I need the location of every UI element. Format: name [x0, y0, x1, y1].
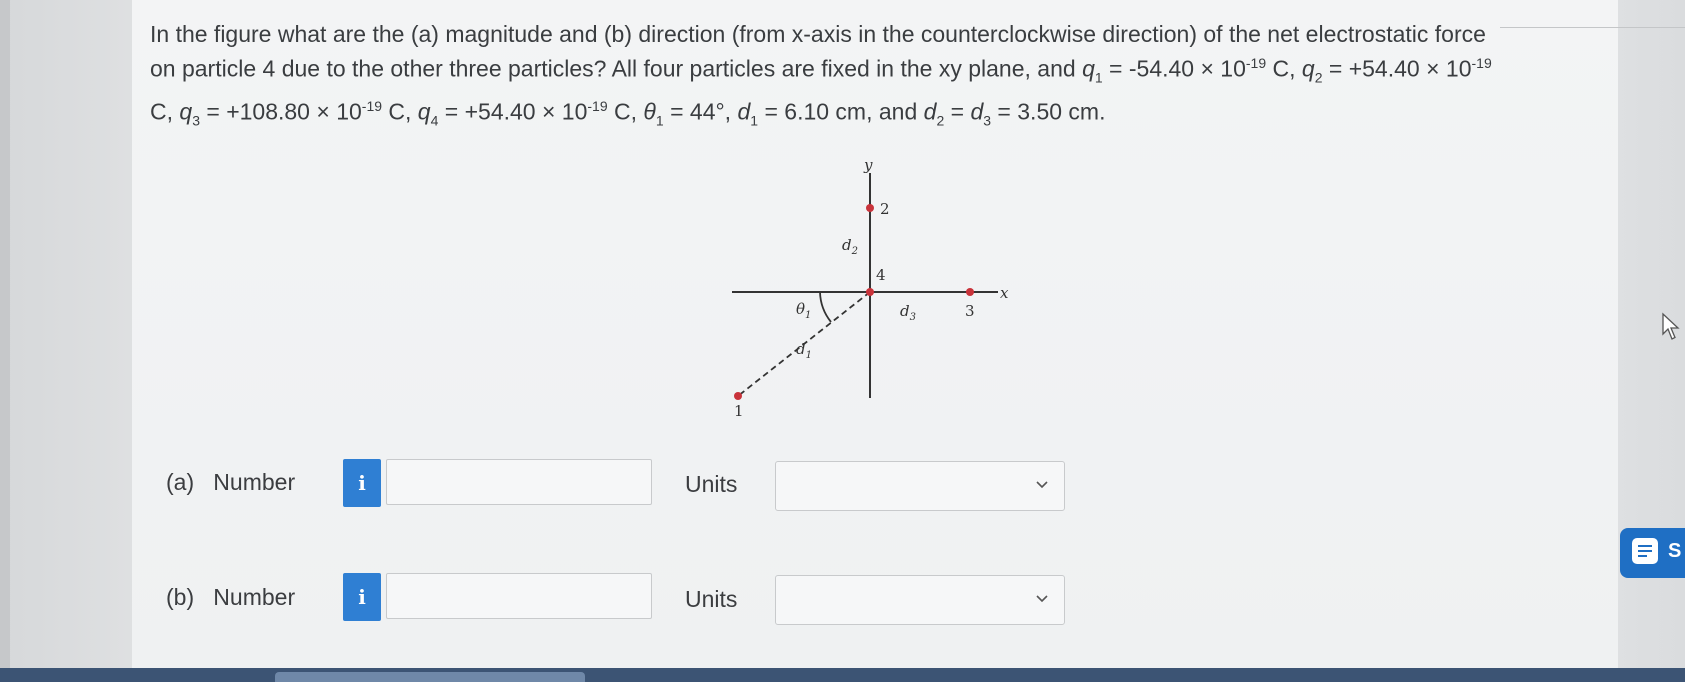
theta-value: = 44°, [663, 98, 738, 125]
particle-1 [734, 392, 742, 400]
d1-label-sub: 1 [805, 350, 812, 361]
info-icon[interactable] [343, 459, 381, 507]
theta-sub: 1 [655, 112, 664, 129]
info-icon[interactable] [343, 573, 381, 621]
d1-label-text: d [796, 340, 806, 358]
d2-label-text: d [842, 236, 852, 254]
particle-diagram [720, 158, 1020, 418]
theta-label-sub: 1 [805, 310, 812, 321]
d1-symbol: d [737, 98, 751, 125]
part-a-label [166, 469, 295, 496]
q3-unit: C, [382, 98, 418, 125]
q2-exp: -19 [1471, 55, 1492, 71]
units-a-label: Units [685, 471, 738, 497]
d2-symbol: d [923, 98, 937, 125]
particle-4 [866, 288, 874, 296]
q4-value: = +54.40 × 10 [438, 98, 588, 125]
d2-label-sub: 2 [851, 246, 858, 257]
q4-symbol: q [417, 98, 431, 125]
theta1-label [796, 300, 811, 321]
part-b-number-label: Number [213, 584, 296, 610]
d3-label-sub: 3 [909, 312, 916, 323]
chevron-down-icon [1034, 590, 1050, 606]
d3-symbol: d [970, 98, 984, 125]
q3-symbol: q [179, 98, 193, 125]
part-a-letter: (a) [166, 469, 195, 495]
chat-icon [1632, 538, 1658, 564]
particle-4-label: 4 [876, 266, 886, 284]
d2-eq: = [944, 98, 971, 125]
q1-symbol: q [1082, 55, 1095, 82]
taskbar-tab[interactable] [275, 672, 585, 682]
question-line-2 [150, 49, 1590, 92]
left-edge [0, 0, 10, 682]
units-b-select[interactable] [775, 575, 1065, 625]
d3-value: = 3.50 cm. [991, 98, 1106, 125]
question-text [150, 20, 1590, 136]
units-b-label: Units [685, 586, 738, 612]
d1-sub: 1 [750, 112, 759, 129]
q2-symbol: q [1301, 55, 1315, 82]
q1-sub: 1 [1094, 69, 1103, 86]
question-line-3 [150, 92, 1590, 135]
particle-3 [966, 288, 974, 296]
q2-sub: 2 [1314, 69, 1323, 86]
q3-value: = +108.80 × 10 [199, 98, 362, 125]
particle-3-label: 3 [965, 302, 975, 320]
answer-b-number-input[interactable] [386, 573, 652, 619]
d2-label [842, 236, 858, 257]
units-a-select[interactable] [775, 461, 1065, 511]
taskbar [0, 668, 1685, 682]
chat-button[interactable] [1620, 528, 1685, 578]
theta-symbol: θ [643, 98, 656, 125]
q3-sub: 3 [192, 112, 200, 129]
part-b-label [166, 584, 295, 611]
d3-label [900, 302, 916, 323]
d3-label-text: d [900, 302, 910, 320]
question-line-3-text: C, [150, 98, 180, 125]
question-line-2-text: on particle 4 due to the other three particles? All four particles are fixed in the xy plane, and [150, 55, 1083, 82]
info-a-glyph: i [358, 471, 366, 495]
answer-a-number-input[interactable] [386, 459, 652, 505]
q4-sub: 4 [430, 112, 439, 129]
y-axis-label: y [864, 158, 873, 174]
d1-value: = 6.10 cm, and [758, 98, 924, 125]
part-a-number-label: Number [213, 469, 296, 495]
d2-sub: 2 [936, 112, 945, 129]
particle-2 [866, 204, 874, 212]
d3-sub: 3 [983, 112, 992, 129]
q4-unit: C, [607, 98, 644, 125]
question-line-1-text: In the figure what are the (a) magnitude and (b) direction (from x-axis in the counterclockwise direction) of the net electrostatic force [150, 21, 1486, 47]
theta-arc [820, 292, 831, 322]
particle-1-label: 1 [734, 402, 744, 418]
chat-button-label: S [1668, 540, 1682, 562]
q4-exp: -19 [587, 98, 608, 115]
x-axis-label: x [1000, 284, 1009, 302]
info-b-glyph: i [358, 585, 366, 609]
mouse-cursor-icon [1660, 312, 1684, 342]
q3-exp: -19 [361, 98, 383, 115]
d1-label [796, 340, 812, 361]
q1-value: = -54.40 × 10 [1102, 55, 1246, 82]
theta-label-text: θ [796, 300, 806, 318]
question-line-1 [150, 20, 1590, 49]
q1-exp: -19 [1245, 55, 1267, 71]
q2-value: = +54.40 × 10 [1322, 55, 1472, 82]
q1-unit: C, [1266, 55, 1302, 82]
part-b-letter: (b) [166, 584, 195, 610]
particle-2-label: 2 [880, 200, 890, 218]
chevron-down-icon [1034, 476, 1050, 492]
